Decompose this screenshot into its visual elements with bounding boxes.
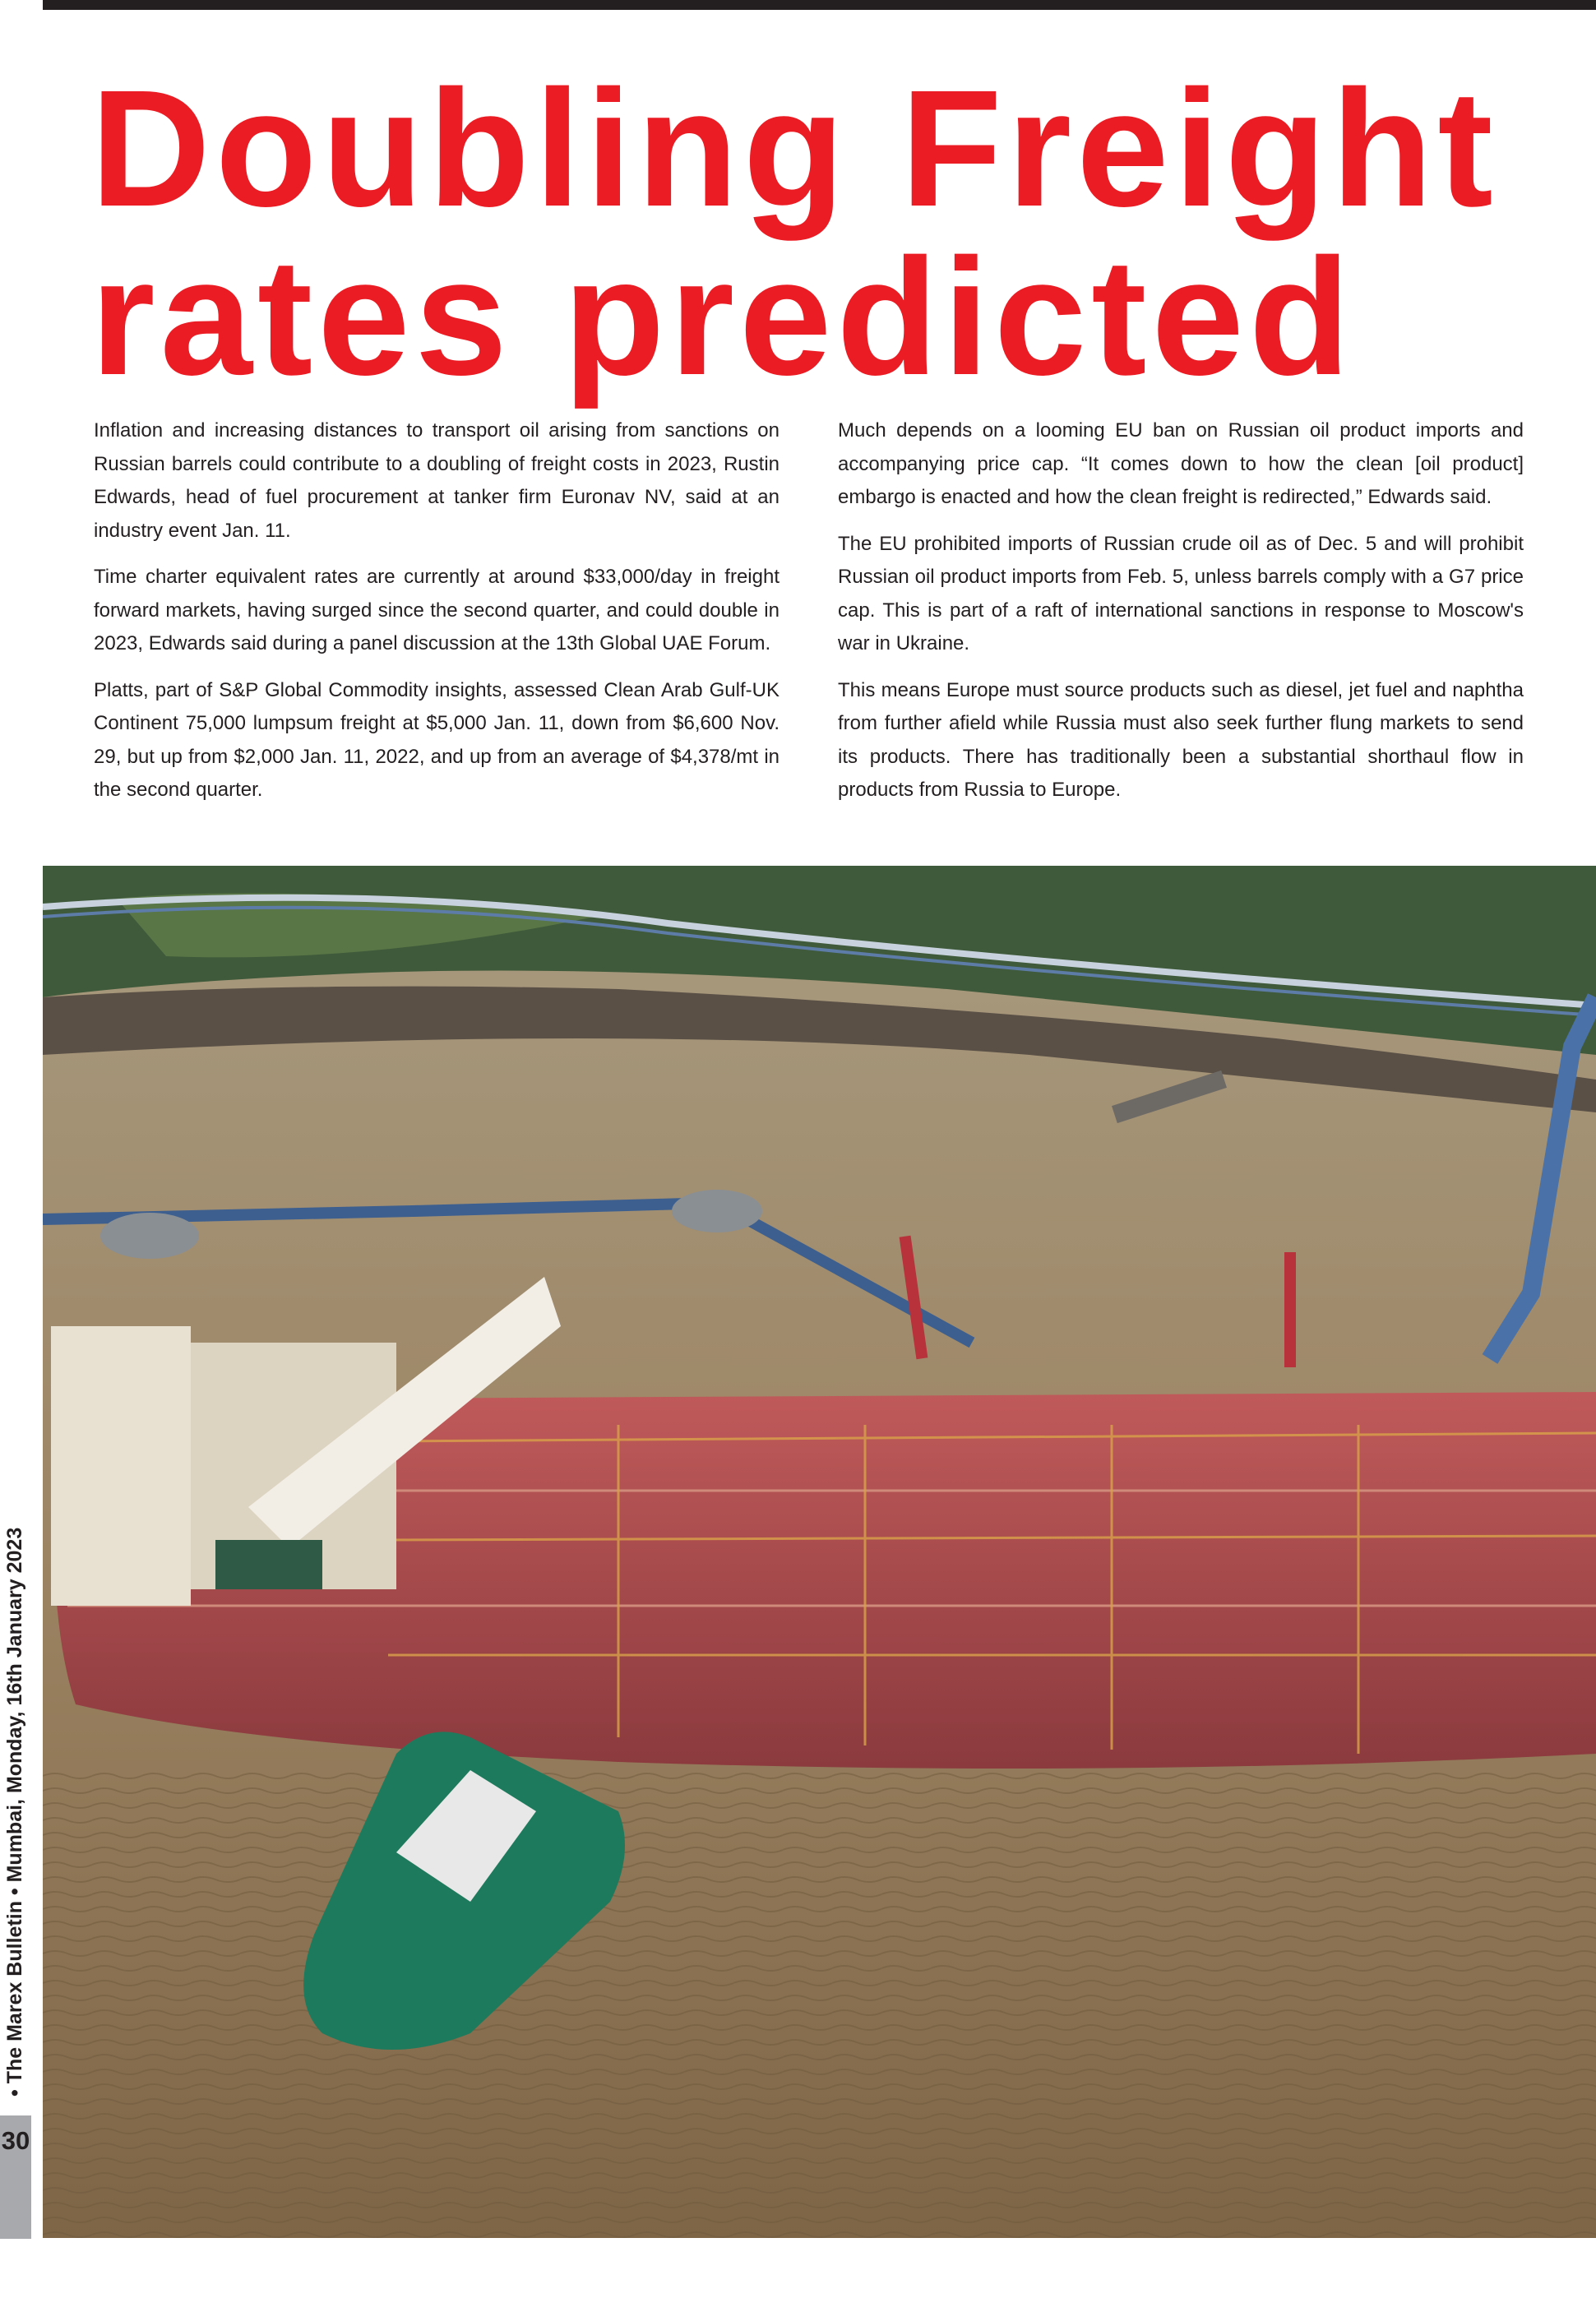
top-rule	[43, 0, 1596, 10]
headline-line-2: rates predicted	[90, 224, 1356, 409]
paragraph: Inflation and increasing distances to transport oil arising from sanctions on Russian barrels could contribute to a doubling of freight costs in 2023, Rustin Edwards, head of fuel procurement at tanker firm Euronav NV, said at an industry event Jan. 11.	[94, 419, 779, 542]
page-number: 30	[1, 2126, 30, 2155]
left-text-column	[94, 414, 779, 821]
article-headline	[90, 55, 1571, 409]
right-text-column	[838, 414, 1524, 821]
paragraph: This means Europe must source products such as diesel, jet fuel and naphtha from further afield while Russia must also seek further flung markets to send its products. There has traditionally been a substantial shorthaul flow in products from Russia to Europe.	[838, 678, 1524, 801]
paragraph: The EU prohibited imports of Russian crude oil as of Dec. 5 and will prohibit Russian oil product imports from Feb. 5, unless barrels comply with a G7 price cap. This is part of a raft of international sanctions in response to Moscow's war in Ukraine.	[838, 532, 1524, 654]
publication-dateline: • The Marex Bulletin • Mumbai, Monday, 16th January 2023	[3, 1527, 26, 2097]
paragraph: Platts, part of S&P Global Commodity insights, assessed Clean Arab Gulf-UK Continent 75,000 lumpsum freight at $5,000 Jan. 11, down from $6,600 Nov. 29, but up from $2,000 Jan. 11, 2022, and up from an average of $4,378/mt in the second quarter.	[94, 678, 779, 801]
tanker-aerial-photo	[43, 866, 1596, 2238]
paragraph: Much depends on a looming EU ban on Russian oil product imports and accompanying price cap. “It comes down to how the clean [oil product] embargo is enacted and how the clean freight is redirected,” Edwards said.	[838, 419, 1524, 508]
paragraph: Time charter equivalent rates are currently at around $33,000/day in freight forward markets, having surged since the second quarter, and could double in 2023, Edwards said during a panel discussion at the 13th Global UAE Forum.	[94, 566, 779, 654]
headline-line-1: Doubling Freight	[90, 55, 1498, 241]
